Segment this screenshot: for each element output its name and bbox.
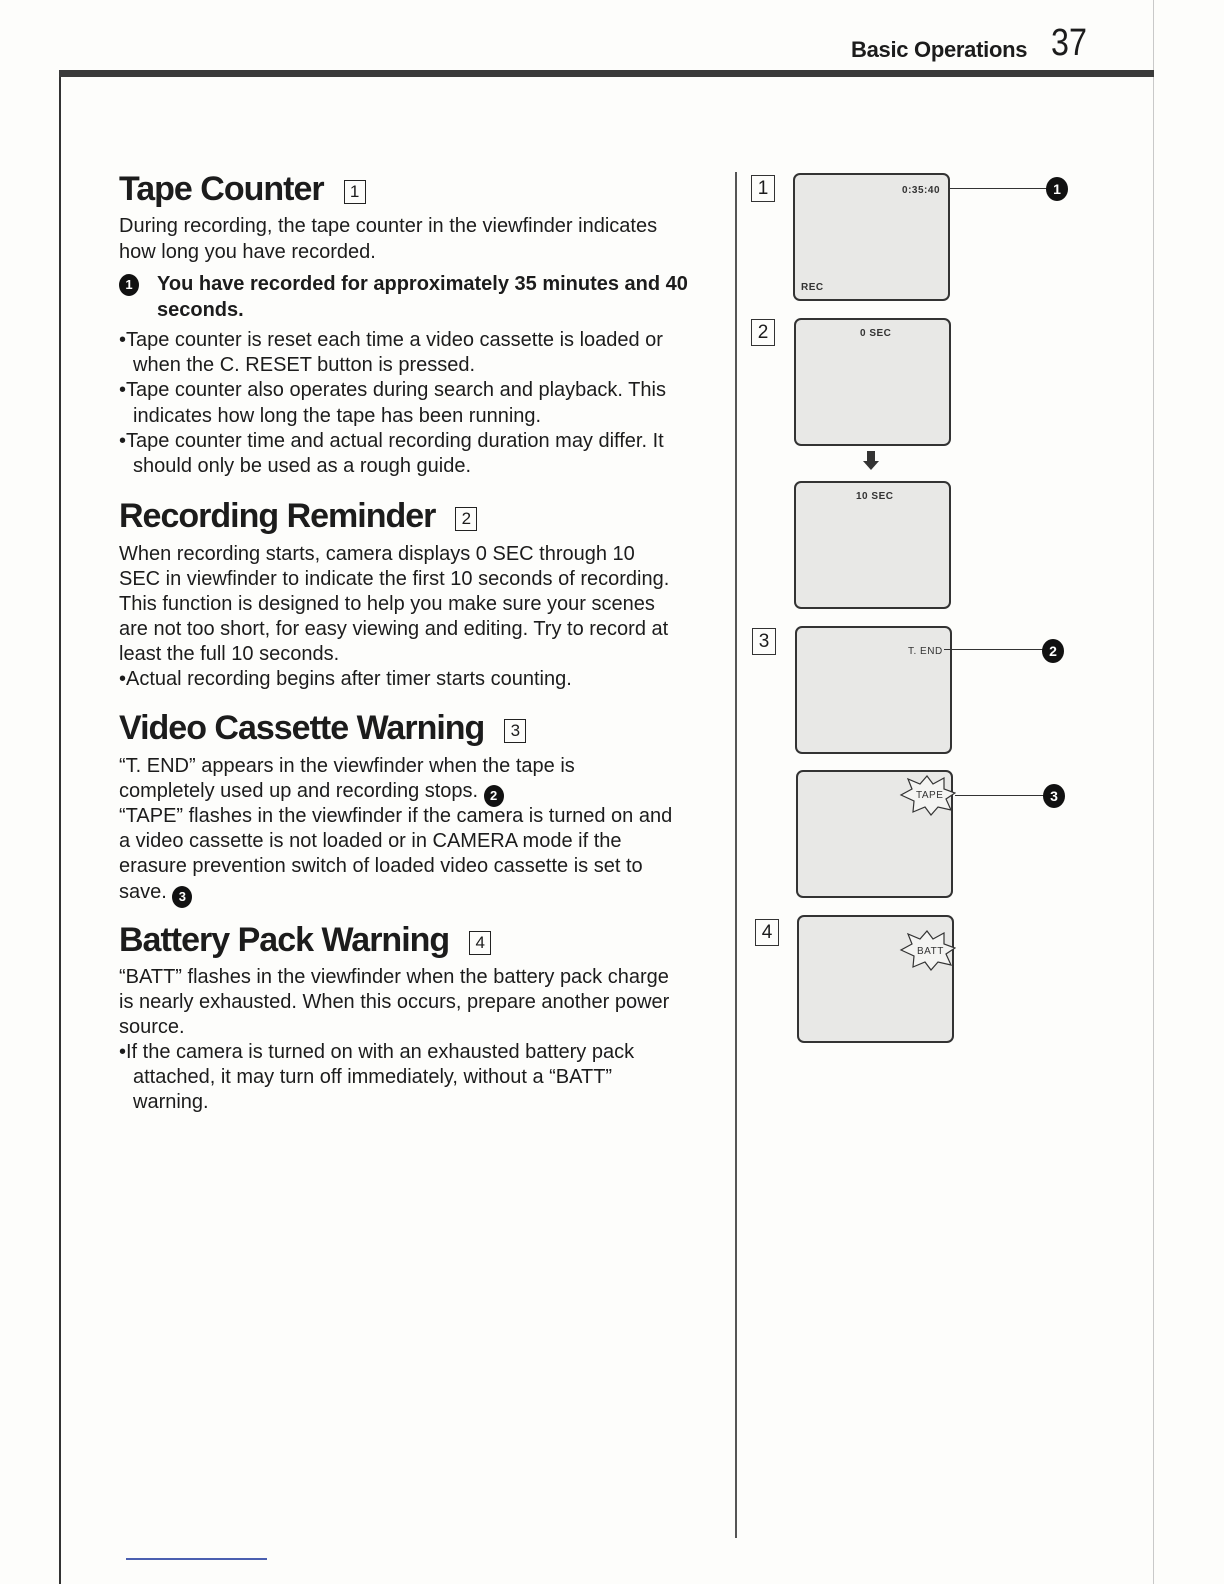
callout-line-2	[944, 649, 1044, 650]
viewfinder-tape-counter	[793, 173, 950, 301]
viewfinder-battery-warning	[797, 915, 954, 1043]
section-title: Basic Operations	[851, 37, 1028, 62]
battery-line-2: is nearly exhausted. When this occurs, prepare another power	[119, 991, 670, 1013]
tape-counter-heading	[119, 170, 366, 209]
recording-reminder-title: Recording Reminder	[119, 497, 436, 535]
figure-label-3: 3	[752, 628, 776, 655]
figure-label-4: 4	[755, 919, 779, 946]
recording-reminder-line-1: When recording starts, camera displays 0 SEC through 10	[119, 543, 635, 565]
fig-ref-3: 3	[504, 719, 526, 743]
viewfinder-10-sec	[794, 481, 951, 609]
viewfinder-tape-warning	[796, 770, 953, 898]
tape-counter-bullet-1b: when the C. RESET button is pressed.	[133, 354, 476, 376]
batt-readout: BATT	[917, 946, 944, 957]
tape-counter-bullet-3a: •Tape counter time and actual recording duration may differ. It	[119, 430, 664, 452]
inline-marker-2: 2	[484, 785, 504, 807]
fig-ref-4: 4	[469, 931, 491, 955]
footer-line	[126, 1558, 267, 1560]
video-cassette-line-2: completely used up and recording stops. 2	[119, 779, 504, 807]
battery-pack-warning-title: Battery Pack Warning	[119, 921, 450, 959]
video-cassette-line-5: erasure prevention switch of loaded video cassette is set to	[119, 855, 643, 877]
inline-marker-3: 3	[172, 886, 192, 908]
recording-reminder-line-5: least the full 10 seconds.	[119, 643, 340, 665]
note-marker-1: 1	[119, 274, 139, 296]
tape-counter-note-2: seconds.	[157, 299, 244, 321]
figure-label-2: 2	[751, 319, 775, 346]
figure-label-1: 1	[751, 175, 775, 202]
page-number: 37	[1051, 22, 1087, 64]
battery-bullet-c: warning.	[133, 1091, 209, 1113]
tape-counter-title: Tape Counter	[119, 170, 324, 208]
header-rule	[59, 70, 1154, 77]
callout-line-1	[948, 188, 1048, 189]
tape-counter-note-1: You have recorded for approximately 35 minutes and 40	[157, 273, 688, 295]
battery-line-1: “BATT” flashes in the viewfinder when the battery pack charge	[119, 966, 669, 988]
page-left-border	[59, 75, 61, 1584]
tape-counter-bullet-1a: •Tape counter is reset each time a video cassette is loaded or	[119, 329, 663, 351]
sec10-readout: 10 SEC	[856, 491, 894, 502]
callout-marker-2: 2	[1042, 639, 1064, 663]
battery-bullet-b: attached, it may turn off immediately, without a “BATT”	[133, 1066, 613, 1088]
callout-line-3	[955, 795, 1045, 796]
video-cassette-line-1: “T. END” appears in the viewfinder when the tape is	[119, 755, 575, 777]
rec-indicator: REC	[801, 282, 824, 293]
fig-ref-2: 2	[455, 507, 477, 531]
callout-marker-1: 1	[1046, 177, 1068, 201]
battery-pack-warning-heading	[119, 921, 491, 960]
recording-reminder-heading	[119, 497, 477, 536]
video-cassette-line-4: a video cassette is not loaded or in CAMERA mode if the	[119, 830, 622, 852]
page-right-border	[1153, 0, 1154, 1584]
recording-reminder-line-3: This function is designed to help you make sure your scenes	[119, 593, 655, 615]
sec0-readout: 0 SEC	[860, 328, 892, 339]
video-cassette-line-3: “TAPE” flashes in the viewfinder if the camera is turned on and	[119, 805, 673, 827]
tape-counter-bullet-3b: should only be used as a rough guide.	[133, 455, 472, 477]
video-cassette-warning-title: Video Cassette Warning	[119, 709, 485, 747]
recording-reminder-line-4: are not too short, for easy viewing and editing. Try to record at	[119, 618, 669, 640]
column-divider	[735, 172, 737, 1538]
recording-reminder-bullet: •Actual recording begins after timer starts counting.	[119, 668, 572, 690]
tape-counter-bullet-2a: •Tape counter also operates during search and playback. This	[119, 379, 666, 401]
tape-readout: TAPE	[916, 790, 944, 801]
viewfinder-tape-end	[795, 626, 952, 754]
fig-ref-1: 1	[344, 180, 366, 204]
tend-readout: T. END	[908, 646, 943, 657]
tape-counter-intro-2: how long you have recorded.	[119, 241, 376, 263]
video-cassette-warning-heading	[119, 709, 526, 748]
callout-marker-3: 3	[1043, 784, 1065, 808]
viewfinder-0-sec	[794, 318, 951, 446]
counter-readout: 0:35:40	[902, 185, 940, 196]
battery-bullet-a: •If the camera is turned on with an exhausted battery pack	[119, 1041, 635, 1063]
tape-counter-intro-1: During recording, the tape counter in the viewfinder indicates	[119, 215, 658, 237]
down-arrow-icon	[863, 451, 879, 471]
tape-counter-bullet-2b: indicates how long the tape has been running.	[133, 405, 542, 427]
battery-line-3: source.	[119, 1016, 185, 1038]
video-cassette-line-6: save. 3	[119, 880, 192, 908]
recording-reminder-line-2: SEC in viewfinder to indicate the first 10 seconds of recording.	[119, 568, 670, 590]
